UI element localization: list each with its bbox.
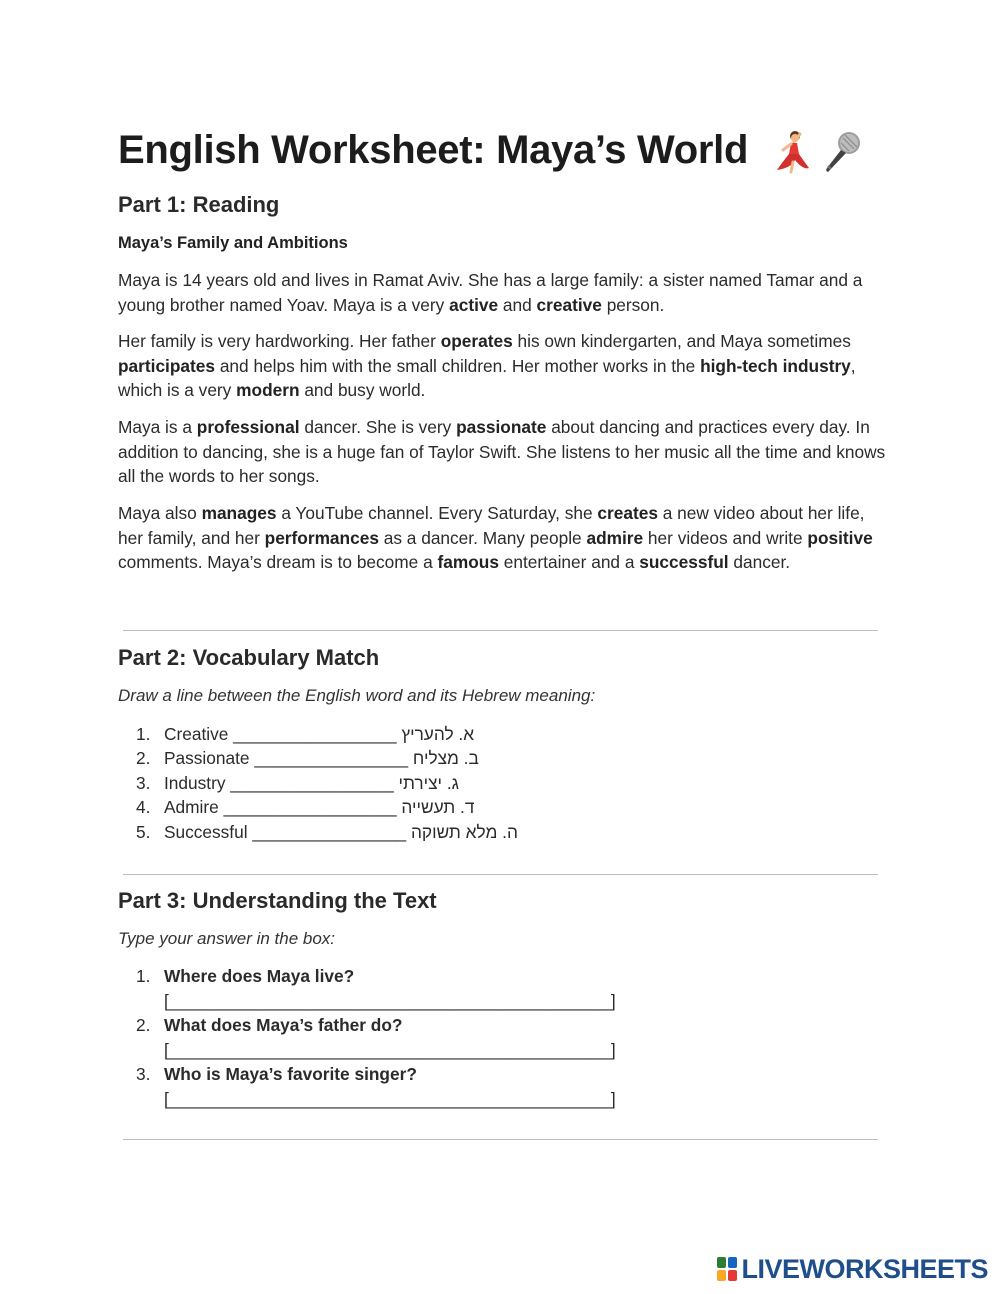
- question-item: [118, 1062, 616, 1111]
- vocab-word: Admire: [164, 797, 219, 818]
- match-line[interactable]: _________________: [230, 772, 394, 793]
- vocab-highlight: creative: [536, 294, 602, 315]
- hebrew-meaning: ג. יצירתי: [398, 772, 459, 793]
- match-line[interactable]: _________________: [233, 724, 397, 744]
- vocab-highlight: famous: [437, 552, 499, 572]
- answer-box[interactable]: [______________________________________________]: [164, 990, 616, 1011]
- vocab-highlight: manages: [201, 503, 277, 523]
- liveworksheets-logo-icon: [717, 1257, 737, 1281]
- part3-heading: Part 3: Understanding the Text: [118, 888, 437, 913]
- question-text: Who is Maya’s favorite singer?: [164, 1064, 417, 1084]
- vocab-highlight: performances: [264, 527, 379, 548]
- item-number: 3.: [136, 1064, 151, 1084]
- item-number: 5.: [136, 821, 151, 842]
- match-line[interactable]: __________________: [223, 797, 397, 818]
- vocab-word: Creative: [164, 724, 229, 744]
- logo-text: LIVEWORKSHEETS: [741, 1253, 988, 1284]
- vocab-word: Passionate: [164, 748, 250, 769]
- item-number: 2.: [136, 1015, 151, 1035]
- question-item: [118, 1013, 616, 1062]
- vocab-highlight: passionate: [456, 417, 547, 437]
- vocab-highlight: operates: [440, 331, 513, 351]
- question-list: [118, 964, 616, 1111]
- divider: [123, 1139, 878, 1140]
- question-text: What does Maya’s father do?: [164, 1015, 403, 1035]
- answer-box[interactable]: [______________________________________________]: [164, 1039, 616, 1060]
- divider: [123, 874, 878, 875]
- logo-mark-cell: [728, 1257, 737, 1268]
- logo-mark-cell: [717, 1257, 726, 1268]
- answer-box[interactable]: [______________________________________________]: [164, 1088, 616, 1109]
- question-text: Where does Maya live?: [164, 966, 355, 986]
- match-line[interactable]: ________________: [254, 748, 409, 769]
- vocab-highlight: successful: [639, 552, 729, 572]
- vocab-list: [118, 722, 518, 844]
- question-item: [118, 964, 616, 1013]
- page-title-text: English Worksheet: Maya’s World: [118, 128, 749, 172]
- vocab-word: Successful: [164, 821, 248, 842]
- logo-mark-cell: [728, 1270, 737, 1281]
- hebrew-meaning: ב. מצליח: [412, 748, 479, 769]
- match-line[interactable]: ________________: [252, 821, 407, 842]
- part2-heading: Part 2: Vocabulary Match: [118, 645, 380, 670]
- vocab-highlight: high-tech industry: [700, 355, 851, 376]
- vocab-item[interactable]: [118, 746, 518, 770]
- page-title: [118, 128, 863, 174]
- vocab-highlight: creates: [597, 503, 658, 523]
- vocab-item[interactable]: [118, 771, 518, 795]
- vocab-word: Industry: [164, 772, 226, 793]
- hebrew-meaning: א. להעריץ: [401, 724, 475, 744]
- vocab-highlight: positive: [807, 527, 873, 548]
- logo-mark-cell: [717, 1270, 726, 1281]
- vocab-highlight: modern: [236, 380, 300, 400]
- vocab-item[interactable]: [118, 722, 518, 746]
- vocab-highlight: active: [449, 294, 499, 315]
- vocab-instruction: Draw a line between the English word and its Hebrew meaning:: [118, 686, 596, 705]
- part1-heading: Part 1: Reading: [118, 192, 280, 217]
- reading-paragraph-2: Her family is very hardworking. Her father operates his own kindergarten, and Maya sometimes participates and helps him with the small children. Her mother works in the high-tech industry, which is a very modern and busy world.: [118, 331, 856, 400]
- dancer-icon: [773, 130, 813, 174]
- vocab-item[interactable]: [118, 795, 518, 819]
- hebrew-meaning: ד. תעשייה: [401, 797, 475, 818]
- liveworksheets-logo[interactable]: [717, 1254, 988, 1284]
- reading-paragraph-4: Maya also manages a YouTube channel. Every Saturday, she creates a new video about her life, her family, and her performances as a dancer. Many people admire her videos and write positive comments. Maya’s dream is to become a famous entertainer and a successful dancer.: [118, 503, 873, 572]
- title-emoji-group: [773, 130, 863, 174]
- comprehension-instruction: Type your answer in the box:: [118, 929, 336, 948]
- item-number: 2.: [136, 748, 151, 769]
- item-number: 3.: [136, 772, 151, 793]
- reading-subheading: Maya’s Family and Ambitions: [118, 234, 348, 252]
- vocab-highlight: professional: [196, 417, 300, 437]
- hebrew-meaning: ה. מלא תשוקה: [410, 821, 518, 842]
- reading-paragraph-1: Maya is 14 years old and lives in Ramat Aviv. She has a large family: a sister named Tamar and a young brother named Yoav. Maya is a very active and creative person.: [118, 270, 863, 315]
- vocab-item[interactable]: [118, 820, 518, 844]
- item-number: 4.: [136, 797, 151, 818]
- vocab-highlight: admire: [586, 527, 644, 548]
- microphone-icon: [819, 130, 863, 174]
- divider: [123, 630, 878, 631]
- item-number: 1.: [136, 966, 151, 986]
- item-number: 1.: [136, 724, 151, 744]
- reading-paragraph-3: Maya is a professional dancer. She is very passionate about dancing and practices every day. In addition to dancing, she is a huge fan of Taylor Swift. She listens to her music all the time and knows all the words to her songs.: [118, 417, 886, 486]
- vocab-highlight: participates: [118, 355, 216, 376]
